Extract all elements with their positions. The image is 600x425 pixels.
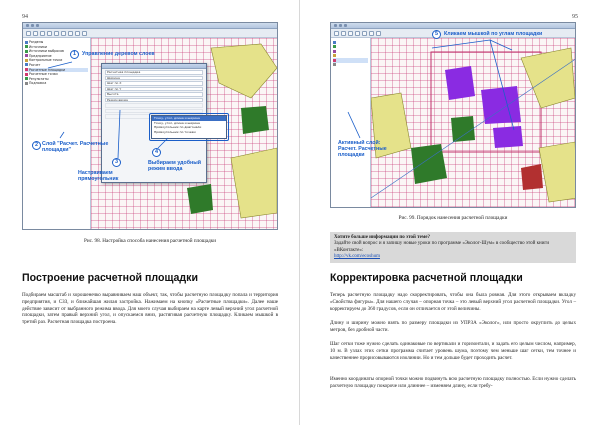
tree-item: Разделы [25,40,88,45]
right-page [300,0,600,425]
tree-item: Расчетные точки [25,72,88,77]
tree-item: Контрольные точки [25,58,88,63]
section-heading-left: Построение расчетной площадки [22,272,198,284]
dropdown-option[interactable]: Точку, угол, длина и ширина [154,120,200,125]
dialog-row[interactable]: Шаг по Y [105,87,203,92]
callout-layer: Слой "Расчет. Расчетные площадки" [42,141,109,153]
tree-item: Предприятие [25,54,88,59]
info-box-link[interactable]: http://vk.com/ecoshum [334,253,380,259]
layer-tree [331,38,371,208]
map-shapes [371,38,576,208]
tree-item [333,63,368,68]
callout-rectangle: Настраиваем прямоугольник [78,170,119,182]
figure-caption-99: Рис. 99. Порядок нанесения расчетной площадки [398,215,508,221]
layer-tree [23,38,91,230]
paragraph-right-3: Шаг сетки тоже нужно сделать одинаковые по вертикали и горизонтали, и задать его целым числом, например, 10 м. В узлах этих сетки программа считает уровень шума, поэтому чем меньше шаг сетки, тем точнее и качественнее прорисовываются изолинии. Но и тем дольше будет проходить расчет. [330,341,576,361]
tree-item: Источники [25,45,88,50]
screenshot-figure-99 [330,22,576,208]
dropdown-option[interactable]: Точку, угол, длина и ширина [152,116,226,121]
paragraph-right-1: Теперь расчетную площадку надо скорректировать, чтобы она была ровная. Для этого открываем вкладку «Свойства фигуры». Для нашего случая – опорная точка – это левый верхний угол расчетной площадки. Угол – корректируем до 360 градусов, если он отличается от этой величины. [330,292,576,312]
callout-tree-management: Управление деревом слоев [82,51,155,57]
step-number-3: 3 [112,158,121,167]
tree-item: Расчетные площадки [25,68,88,73]
dropdown-option[interactable]: Прямоугольник по диагонали [154,125,202,129]
paragraph-left: Подбираем масштаб и хорошенечко выравниваем наш объект, так, чтобы расчетную площадку попала и территория предприятия, и СЗЗ, и ближайшая жилая застройка. Нажимаем на кнопку «Расчетные площадки». Далее наше действие зависит от выбранного режима ввода. Для моего случая выбираем на карте левый верхний угол расчетной площадки, затем правый верхний угол, и опускаемся вниз, растягивая расчетную площадку. Кликаем мышкой в третий раз. Расчетная площадка построена. [22,292,278,326]
dialog-row[interactable]: Шаг по X [105,81,203,86]
info-box-title: Хотите больше информации по этой теме? [334,235,430,240]
paragraph-right-4: Именно координаты опорной точки можно подвинуть всю расчетную площадку полностью. Если нужно сделать расчетную площадку покороче или длиннее – изменяем длину, если требу- [330,376,576,389]
paragraph-right-2: Длину и ширину можно взять по размеру площадки из УПРЗА «Эколог», или просто округлить до целых метров, без дробной части. [330,320,576,333]
figure-caption-98: Рис. 98. Настройка способа нанесения расчетной площадки [83,238,217,244]
tree-item: Результаты [25,77,88,82]
dialog-row[interactable]: Режим ввода [105,98,203,103]
page-number-left: 94 [22,14,28,20]
highlight-frame [149,113,229,141]
dropdown-option[interactable]: Прямоугольник по точкам [154,129,196,134]
tree-item: Источники выбросов [25,49,88,54]
step-number-5: 5 [432,30,441,39]
callout-active-layer: Активный слой: Расчет. Расчетные площадки [338,140,387,158]
window-toolbar [23,29,277,38]
section-heading-right: Корректировка расчетной площадки [330,272,523,284]
tree-item: Подложка [25,81,88,86]
step-number-4: 4 [152,148,161,157]
dialog-row[interactable]: Расчетная площадка [105,70,203,75]
page-number-right: 95 [572,14,578,20]
tree-item: Расчет [25,63,88,68]
info-box-text: Задайте свой вопрос и я запишу новые уроки по программе «Эколог-Шум» в сообщество этой книги «ВКонтакте»: [334,241,550,253]
dialog-row[interactable]: Ширина [105,76,203,81]
step-number-1: 1 [70,50,79,59]
step-number-2: 2 [32,141,41,150]
info-box [330,232,576,263]
dialog-row[interactable]: Высота [105,92,203,97]
callout-input-mode: Выбираем удобный режим ввода [148,160,201,172]
callout-click-corners: Кликаем мышкой по углам площадки [444,31,543,37]
